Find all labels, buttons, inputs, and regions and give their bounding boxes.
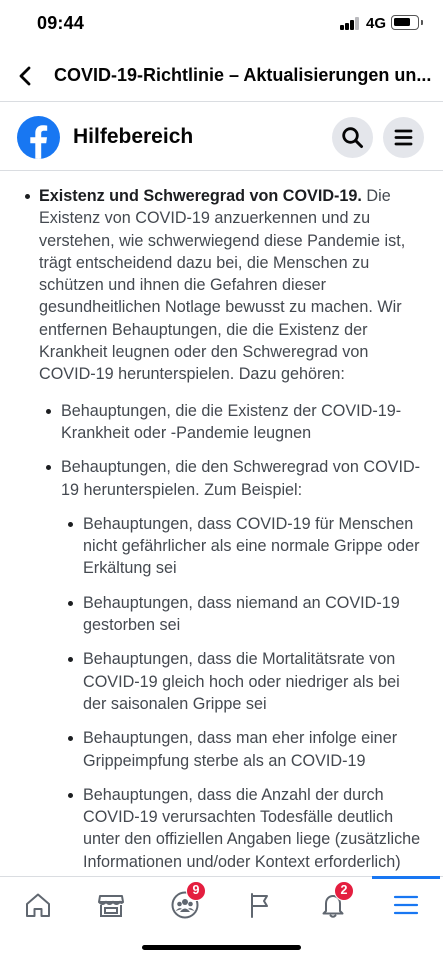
list-item [39,185,419,386]
menu-icon [391,890,421,920]
article-content [0,185,443,873]
list-item: Behauptungen, die die Existenz der COVID-19-Krankheit oder -Pandemie leugnen [61,400,431,445]
navigation-header [0,52,443,102]
help-center-header [0,103,443,171]
facebook-logo-icon[interactable] [17,116,60,159]
cellular-signal-icon [340,17,360,30]
page-title: COVID-19-Richtlinie – Aktualisierungen un... [54,65,432,85]
list-item: Behauptungen, dass COVID-19 für Menschen nicht gefährlicher als eine normale Grippe oder Erkältung sei [83,513,423,580]
tab-notifications[interactable] [303,877,363,935]
list-item: Behauptungen, die den Schweregrad von COVID-19 herunterspielen. Zum Beispiel: [61,456,431,501]
notification-badge: 2 [334,881,354,901]
home-indicator[interactable] [142,945,301,950]
pages-flag-icon [244,890,274,920]
search-button[interactable] [332,117,373,158]
back-chevron-icon[interactable] [14,64,38,88]
bottom-tab-bar [0,876,443,934]
list-item: Behauptungen, dass die Anzahl der durch COVID-19 verursachten Todesfälle deutlich unter den offiziellen Angaben liege (zusätzliche Informationen und/oder Kontext erforderlich) [83,784,423,873]
list-item: Behauptungen, dass die Mortalitätsrate von COVID-19 gleich hoch oder niedriger als bei der saisonalen Grippe sei [83,648,423,715]
network-type: 4G [366,15,387,32]
tab-marketplace[interactable] [81,877,141,935]
menu-button[interactable] [383,117,424,158]
section-heading: Existenz und Schweregrad von COVID-19. [39,187,362,205]
tab-groups[interactable] [155,877,215,935]
tab-pages[interactable] [229,877,289,935]
search-icon [341,126,364,149]
battery-icon [391,15,419,30]
notification-badge: 9 [186,881,206,901]
section-text: Die Existenz von COVID-19 anzuerkennen und zu verstehen, wie schwerwiegend diese Pandemie ist, trägt entscheidend dazu bei, die Menschen zu schützen und ihnen die Gefahren dieser gesundheitlichen Notlage bewusst zu machen. Wir entfernen Behauptungen, die die Existenz der Krankheit leugnen oder den Schweregrad von COVID-19 herunterspielen. Dazu gehören: [39,187,406,384]
home-icon [23,890,53,920]
hamburger-menu-icon [392,126,415,149]
tab-home[interactable] [8,877,68,935]
list-item: Behauptungen, dass man eher infolge einer Grippeimpfung sterbe als an COVID-19 [83,727,423,772]
status-time: 09:44 [37,13,85,33]
help-center-title: Hilfebereich [73,125,194,148]
status-bar [0,0,443,50]
tab-menu[interactable] [376,877,436,935]
list-item: Behauptungen, dass niemand an COVID-19 gestorben sei [83,592,423,637]
marketplace-icon [96,890,126,920]
